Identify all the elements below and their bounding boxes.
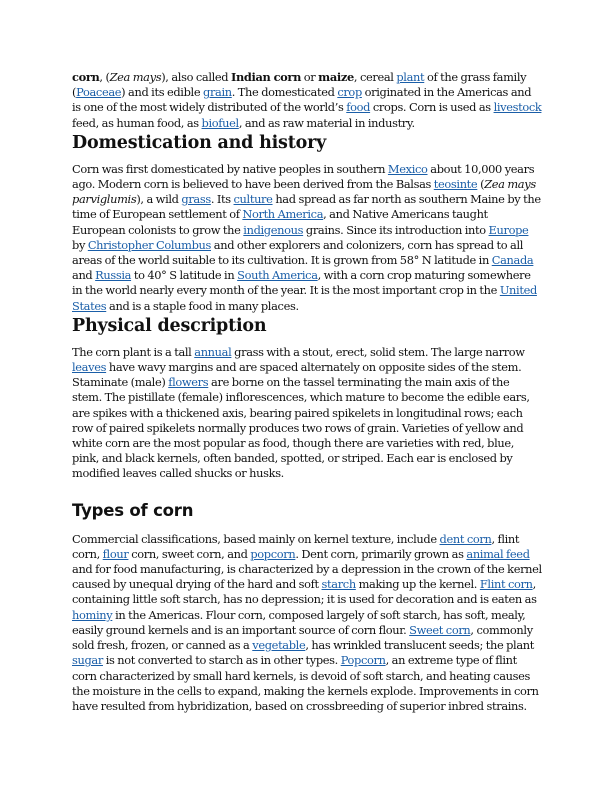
text: grass with a stout, erect, solid stem. The large narrow: [231, 344, 525, 359]
text: , and as raw material in industry.: [238, 115, 415, 130]
link-teosinte[interactable]: teosinte: [433, 177, 478, 192]
text: crops. Corn is used as: [370, 100, 494, 115]
text: had spread as far north as southern Maine by the time of European settlement of: [72, 192, 541, 222]
link-biofuel[interactable]: biofuel: [201, 115, 239, 130]
text: , cereal: [353, 70, 397, 84]
text: . The domesticated: [231, 85, 338, 100]
text: ) and its edible: [121, 85, 203, 100]
text: and other explorers and colonizers, corn has spread to all areas of the world suitable to its cultivation. It is grown from 58° N latitude in: [72, 237, 524, 268]
link-dent-corn[interactable]: dent corn: [439, 531, 492, 546]
text: have wavy margins and are spaced alternately on opposite sides of the stem. Staminate (male): [72, 360, 522, 390]
text: , containing little soft starch, has no depression; it is used for decoration and is eaten as: [72, 577, 537, 607]
text: is not converted to starch as in other types.: [102, 653, 341, 668]
heading-domestication: Domestication and history: [72, 132, 327, 153]
link-sugar[interactable]: sugar: [72, 653, 103, 668]
link-canada[interactable]: Canada: [491, 253, 534, 268]
text: making up the kernel.: [355, 577, 480, 592]
link-flint-corn[interactable]: Flint corn: [479, 577, 533, 592]
link-livestock[interactable]: livestock: [493, 100, 542, 115]
text: ), also called: [161, 70, 232, 84]
domestication-paragraph: [72, 162, 542, 314]
link-vegetable[interactable]: vegetable: [252, 638, 306, 653]
text: . Dent corn, primarily grown as: [295, 546, 467, 561]
text: feed, as human food, as: [72, 115, 202, 130]
link-russia[interactable]: Russia: [95, 268, 132, 283]
link-annual[interactable]: annual: [194, 344, 232, 359]
heading-physical-description: Physical description: [72, 315, 267, 336]
link-south-america[interactable]: South America: [237, 268, 318, 283]
types-paragraph: [72, 532, 542, 714]
link-plant[interactable]: plant: [396, 70, 425, 84]
text: of the grass family (: [72, 70, 527, 100]
link-europe[interactable]: Europe: [488, 222, 529, 237]
text: , and Native Americans taught European colonists to grow the: [72, 207, 488, 237]
link-indigenous[interactable]: indigenous: [243, 222, 304, 237]
link-popcorn[interactable]: popcorn: [250, 546, 296, 561]
text: by: [72, 237, 88, 252]
text: ), a wild: [136, 192, 182, 207]
article: [72, 70, 542, 714]
text: in the Americas. Flour corn, composed largely of soft starch, has soft, mealy, easily ground kernels and is an important source of corn flour.: [72, 607, 526, 637]
text: , with a corn crop maturing somewhere in the world nearly every month of the year. It is the most important crop in the: [72, 268, 531, 298]
text: or: [301, 70, 319, 84]
heading-types-of-corn: Types of corn: [72, 500, 194, 520]
text: , has wrinkled translucent seeds; the plant: [305, 638, 534, 653]
link-christopher-columbus[interactable]: Christopher Columbus: [87, 237, 211, 252]
link-food[interactable]: food: [346, 100, 371, 115]
link-animal-feed[interactable]: animal feed: [466, 546, 530, 561]
text: and is a staple food in many places.: [106, 298, 299, 313]
text: and: [72, 268, 96, 283]
physical-paragraph: [72, 345, 542, 482]
link-poaceae[interactable]: Poaceae: [76, 85, 122, 100]
term-indian-corn: Indian corn: [231, 70, 302, 84]
link-grass[interactable]: grass: [181, 192, 211, 207]
link-flowers[interactable]: flowers: [168, 375, 209, 390]
text: to 40° S latitude in: [131, 268, 238, 283]
link-sweet-corn[interactable]: Sweet corn: [409, 622, 471, 637]
link-hominy[interactable]: hominy: [72, 607, 113, 622]
text: (: [477, 177, 485, 192]
term-maize: maize: [318, 70, 354, 84]
text: , (: [99, 70, 110, 84]
link-crop[interactable]: crop: [337, 85, 362, 100]
term-corn: corn: [72, 70, 100, 84]
link-leaves[interactable]: leaves: [72, 360, 107, 375]
text: . Its: [210, 192, 234, 207]
link-popcorn-2[interactable]: Popcorn: [340, 653, 386, 668]
text: Corn was first domesticated by native peoples in southern: [72, 161, 388, 176]
text: , an extreme type of flint corn characterized by small hard kernels, is devoid of soft starch, and heating causes the moisture in the cells to expand, making the kernels explode. Improvements in corn have resulted from hybridization, based on crossbreeding of superior inbred strains.: [72, 653, 539, 713]
intro-paragraph: [72, 70, 542, 131]
link-flour[interactable]: flour: [102, 546, 129, 561]
text: The corn plant is a tall: [72, 344, 195, 359]
text: are borne on the tassel terminating the main axis of the stem. The pistillate (female) inflorescences, which mature to become the edible ears, are spikes with a thickened axis, bearing paired spikelets in longitudinal rows; each row of paired spikelets normally produces two rows of grain. Varieties of yellow and white corn are the most popular as food, though there are varieties with red, blue, pink, and black kernels, often banded, spotted, or striped. Each ear is enclosed by modified leaves called shucks or husks.: [72, 375, 530, 481]
text: originated in the Americas and is one of the most widely distributed of the world’s: [72, 85, 532, 115]
link-starch[interactable]: starch: [321, 577, 356, 592]
link-culture[interactable]: culture: [233, 192, 273, 207]
scientific-name: Zea mays: [109, 70, 162, 84]
text: and for food manufacturing, is characterized by a depression in the crown of the kernel caused by unequal drying of the hard and soft: [72, 562, 542, 592]
text: corn, sweet corn, and: [128, 546, 251, 561]
text: about 10,000 years ago. Modern corn is believed to have been derived from the Balsas: [72, 161, 535, 192]
text: , flint corn,: [72, 531, 520, 561]
link-mexico[interactable]: Mexico: [387, 161, 428, 176]
text: grains. Since its introduction into: [303, 222, 489, 237]
link-north-america[interactable]: North America: [242, 207, 324, 222]
text: , commonly sold fresh, frozen, or canned as a: [72, 622, 533, 653]
text: Commercial classifications, based mainly on kernel texture, include: [72, 531, 440, 546]
link-grain[interactable]: grain: [203, 85, 232, 100]
scientific-name: Zea mays parviglumis: [72, 177, 536, 207]
link-united-states[interactable]: United States: [72, 283, 537, 313]
